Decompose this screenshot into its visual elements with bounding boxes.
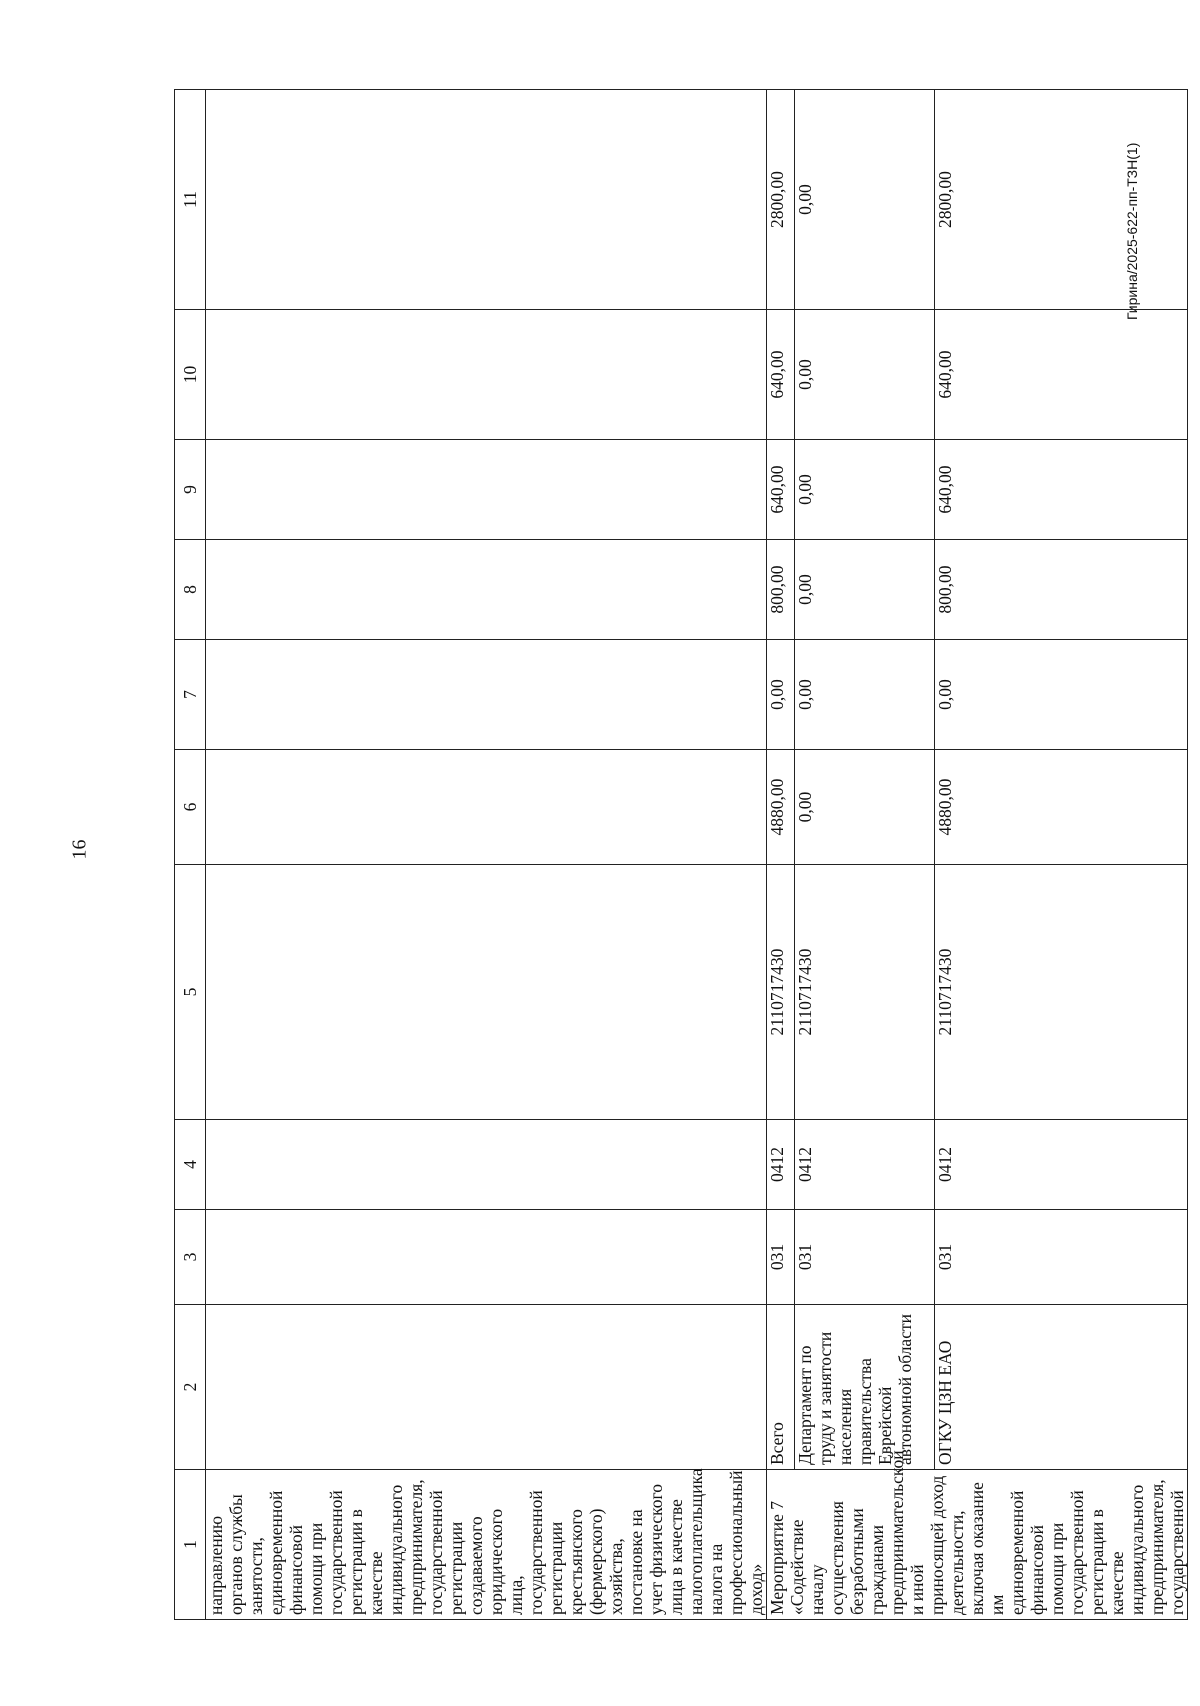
cell-code-target: 2110717430 bbox=[935, 865, 1188, 1120]
header-col-6: 6 bbox=[175, 750, 206, 865]
cell-year-2: 800,00 bbox=[935, 540, 1188, 640]
cell-code-grbs: 031 bbox=[767, 1210, 795, 1305]
table-row bbox=[935, 90, 1188, 1620]
header-row bbox=[175, 90, 206, 1620]
cell-recipient: ОГКУ ЦЗН ЕАО bbox=[935, 1305, 1188, 1470]
cell-year-5: 0,00 bbox=[795, 90, 935, 310]
cell-year-3: 640,00 bbox=[935, 440, 1188, 540]
cell-year-3: 640,00 bbox=[767, 440, 795, 540]
header-col-4: 4 bbox=[175, 1120, 206, 1210]
cell-year-1: 0,00 bbox=[935, 640, 1188, 750]
header-col-11: 11 bbox=[175, 90, 206, 310]
cell-code-target: 2110717430 bbox=[795, 865, 935, 1120]
cell-year-3: 0,00 bbox=[795, 440, 935, 540]
cell-year-2: 800,00 bbox=[767, 540, 795, 640]
cell-code-section: 0412 bbox=[935, 1120, 1188, 1210]
cell-year-4: 640,00 bbox=[767, 310, 795, 440]
header-col-9: 9 bbox=[175, 440, 206, 540]
continued-row bbox=[206, 90, 767, 1620]
cell-year-1: 0,00 bbox=[795, 640, 935, 750]
cell-code-section: 0412 bbox=[767, 1120, 795, 1210]
cell-recipient: Всего bbox=[767, 1305, 795, 1470]
cell-year-1: 0,00 bbox=[767, 640, 795, 750]
activity-description: Мероприятие 7 «Содействие началу осуществления безработными гражданами предпринимательской и иной приносящей доход деятельности, включая оказание им единовременной финансовой помощи при государственной регистрации в качестве индивидуального предпринимателя, государственной bbox=[767, 1470, 1188, 1620]
cell-year-4: 640,00 bbox=[935, 310, 1188, 440]
header-col-3: 3 bbox=[175, 1210, 206, 1305]
cell-code-grbs: 031 bbox=[935, 1210, 1188, 1305]
cell-code-target: 2110717430 bbox=[767, 865, 795, 1120]
header-col-1: 1 bbox=[175, 1470, 206, 1620]
cell-year-5: 2800,00 bbox=[767, 90, 795, 310]
cell-total: 4880,00 bbox=[935, 750, 1188, 865]
header-col-7: 7 bbox=[175, 640, 206, 750]
cell-year-5: 2800,00 bbox=[935, 90, 1188, 310]
header-col-10: 10 bbox=[175, 310, 206, 440]
cell-year-2: 0,00 bbox=[795, 540, 935, 640]
table-row bbox=[795, 90, 935, 1620]
continued-description: направлению органов службы занятости, единовременной финансовой помощи при государственной регистрации в качестве индивидуального предпринимателя, государственной регистрации создаваемого юридического лица, государственной регистрации крестьянского (фермерского) хозяйства, постановке на учет физического лица в качестве налогоплательщика налога на профессиональный доход» bbox=[206, 1470, 767, 1620]
footer-code-text: Гирина/2025-622-пп-ТЗН(1) bbox=[1124, 142, 1140, 320]
cell-total: 4880,00 bbox=[767, 750, 795, 865]
cell-code-grbs: 031 bbox=[795, 1210, 935, 1305]
header-col-5: 5 bbox=[175, 865, 206, 1120]
header-col-8: 8 bbox=[175, 540, 206, 640]
cell-total: 0,00 bbox=[795, 750, 935, 865]
cell-recipient: Департамент по труду и занятости населения правительства Еврейской автономной области bbox=[795, 1305, 935, 1470]
cell-year-4: 0,00 bbox=[795, 310, 935, 440]
table-row bbox=[767, 90, 795, 1620]
header-col-2: 2 bbox=[175, 1305, 206, 1470]
cell-code-section: 0412 bbox=[795, 1120, 935, 1210]
budget-table bbox=[174, 89, 1188, 1620]
page-number: 16 bbox=[68, 839, 91, 860]
